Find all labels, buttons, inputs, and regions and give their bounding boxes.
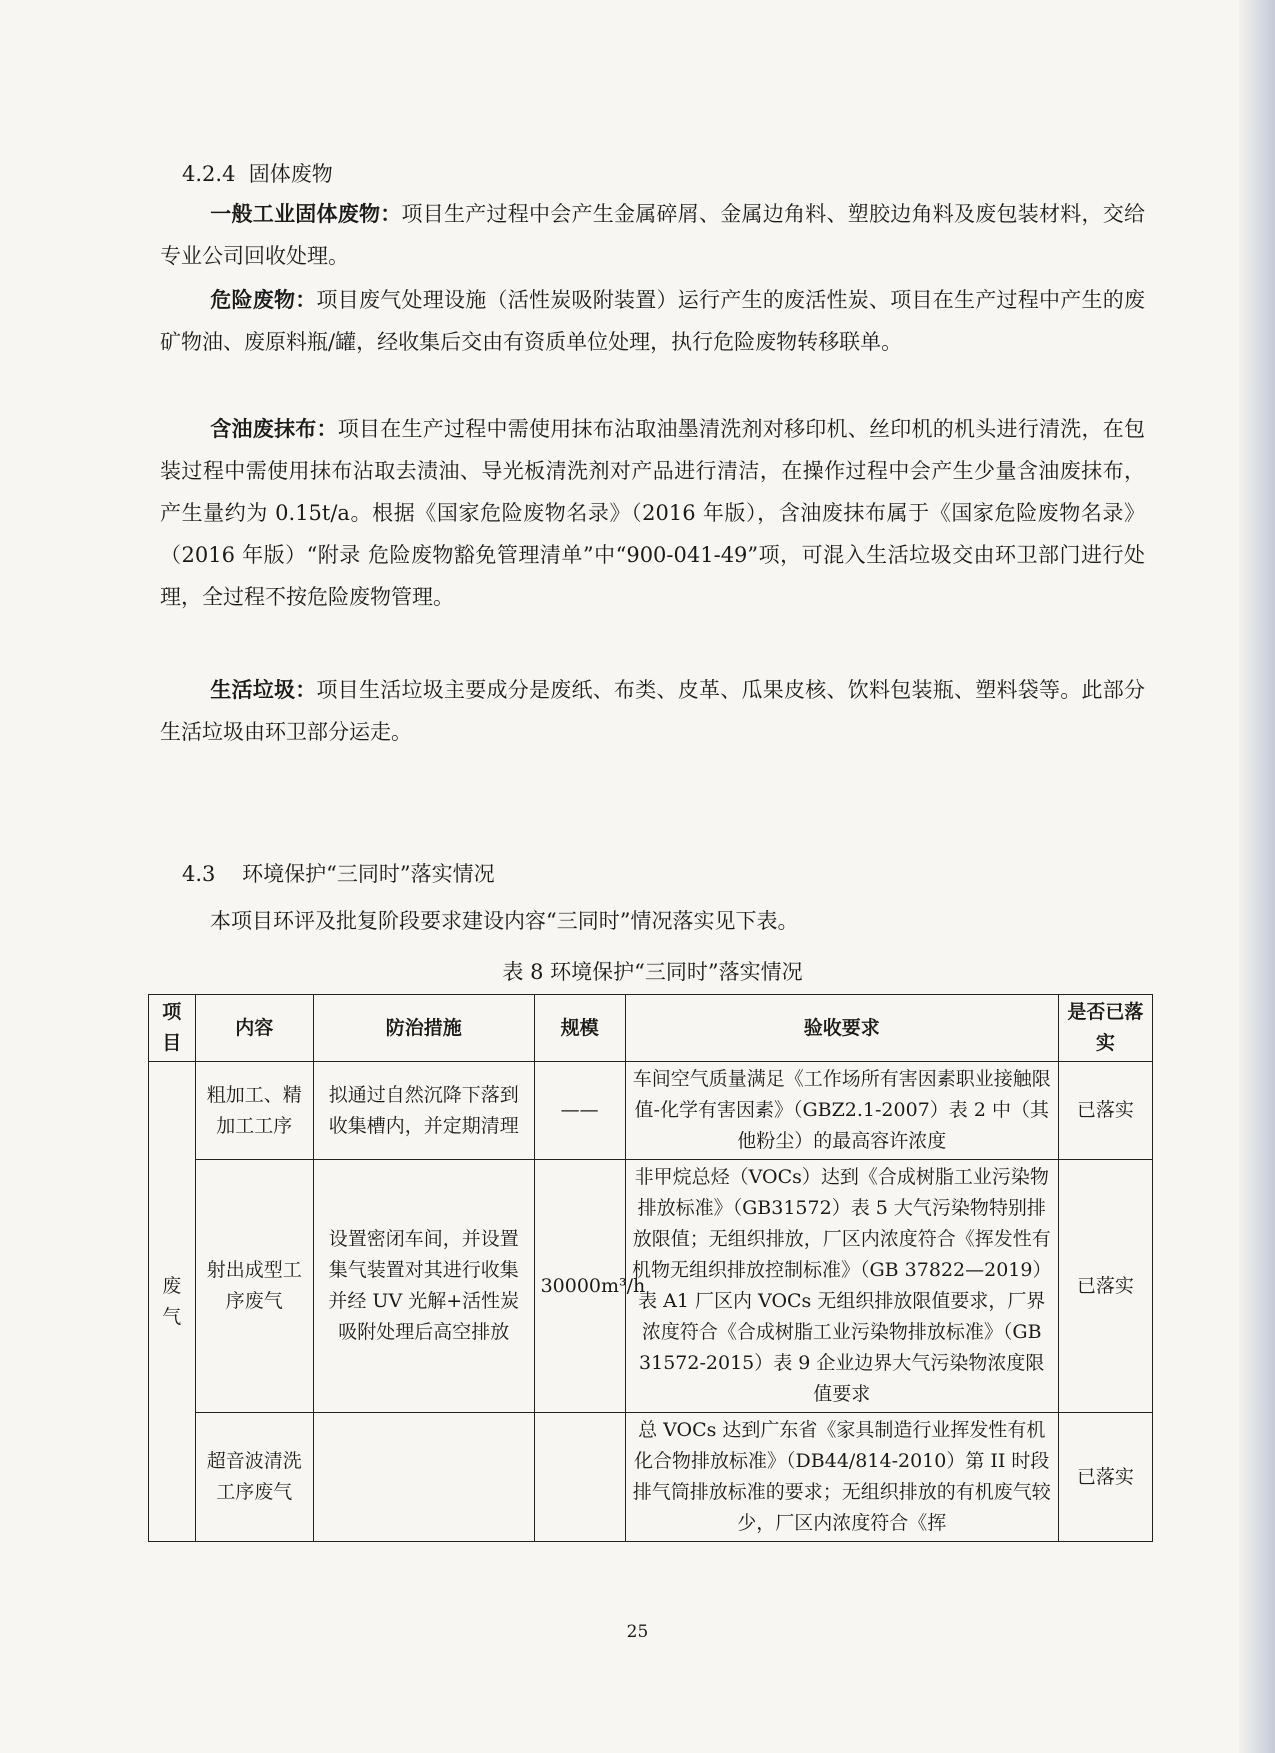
paragraph-lead: 生活垃圾： — [210, 677, 317, 702]
header-measures: 防治措施 — [313, 995, 534, 1062]
content-cell: 粗加工、精加工工序 — [195, 1062, 313, 1160]
paragraph-lead: 一般工业固体废物： — [210, 201, 402, 226]
status-cell: 已落实 — [1058, 1062, 1152, 1160]
table-row — [149, 1160, 1153, 1413]
intro-text: 本项目环评及批复阶段要求建设内容“三同时”情况落实见下表。 — [210, 909, 799, 933]
table-row — [149, 1413, 1153, 1542]
requirement-cell: 总 VOCs 达到广东省《家具制造行业挥发性有机化合物排放标准》（DB44/814-2010）第 II 时段排气筒排放标准的要求；无组织排放的有机废气较少，厂区内浓度符合《挥 — [625, 1413, 1058, 1542]
paragraph-text: 项目在生产过程中需使用抹布沾取油墨清洗剂对移印机、丝印机的机头进行清洗，在包装过程中需使用抹布沾取去渍油、导光板清洗剂对产品进行清洁，在操作过程中会产生少量含油废抹布，产生量约为 0.15t/a。根据《国家危险废物名录》（2016 年版），含油废抹布属于《国家危险废物名录》（2016 年版）“附录 危险废物豁免管理清单”中“900-041-49”项，可混入生活垃圾交由环卫部门进行处理，全过程不按危险废物管理。 — [160, 417, 1145, 609]
section-heading-4-2-4 — [182, 158, 333, 188]
page-edge-shadow — [1239, 0, 1275, 1753]
header-status: 是否已落实 — [1058, 995, 1152, 1062]
content-cell: 超音波清洗工序废气 — [195, 1413, 313, 1542]
measures-cell — [313, 1413, 534, 1542]
section-title: 固体废物 — [248, 162, 333, 186]
paragraph-hazardous-waste — [160, 279, 1145, 363]
measures-cell: 拟通过自然沉降下落到收集槽内，并定期清理 — [313, 1062, 534, 1160]
status-cell: 已落实 — [1058, 1160, 1152, 1413]
status-cell: 已落实 — [1058, 1413, 1152, 1542]
requirement-cell: 非甲烷总烃（VOCs）达到《合成树脂工业污染物排放标准》（GB31572）表 5 大气污染物特别排放限值；无组织排放，厂区内浓度符合《挥发性有机物无组织排放控制标准》（GB 37822—2019）表 A1 厂区内 VOCs 无组织排放限值要求，厂界浓度符合《合成树脂工业污染物排放标准》（GB 31572-2015）表 9 企业边界大气污染物浓度限值要求 — [625, 1160, 1058, 1413]
header-content: 内容 — [195, 995, 313, 1062]
paragraph-lead: 危险废物： — [210, 287, 317, 312]
section-heading-4-3 — [182, 858, 495, 888]
category-cell: 废气 — [149, 1062, 196, 1542]
three-simultaneous-table — [148, 994, 1153, 1542]
table-caption: 表 8 环境保护“三同时”落实情况 — [502, 960, 803, 984]
paragraph-text: 项目生活垃圾主要成分是废纸、布类、皮革、瓜果皮核、饮料包装瓶、塑料袋等。此部分生活垃圾由环卫部分运走。 — [160, 678, 1145, 744]
table-header-row — [149, 995, 1153, 1062]
paragraph-general-solid-waste — [160, 193, 1145, 277]
header-item: 项目 — [149, 995, 196, 1062]
paragraph-text: 项目生产过程中会产生金属碎屑、金属边角料、塑胶边角料及废包装材料，交给专业公司回收处理。 — [160, 202, 1145, 268]
paragraph-text: 项目废气处理设施（活性炭吸附装置）运行产生的废活性炭、项目在生产过程中产生的废矿物油、废原料瓶/罐，经收集后交由有资质单位处理，执行危险废物转移联单。 — [160, 288, 1145, 354]
header-scale: 规模 — [534, 995, 625, 1062]
table-row — [149, 1062, 1153, 1160]
requirement-cell: 车间空气质量满足《工作场所有害因素职业接触限值-化学有害因素》（GBZ2.1-2007）表 2 中（其他粉尘）的最高容许浓度 — [625, 1062, 1058, 1160]
section-title: 环境保护“三同时”落实情况 — [242, 862, 495, 886]
scale-cell: 30000m³/h — [534, 1160, 625, 1413]
scale-cell: —— — [534, 1062, 625, 1160]
content-cell: 射出成型工序废气 — [195, 1160, 313, 1413]
section-number: 4.2.4 — [182, 162, 236, 186]
page-number: 25 — [626, 1622, 649, 1642]
header-requirement: 验收要求 — [625, 995, 1058, 1062]
paragraph-intro — [160, 900, 1145, 942]
paragraph-oily-rags — [160, 408, 1145, 618]
paragraph-domestic-waste — [160, 669, 1145, 753]
measures-cell: 设置密闭车间，并设置集气装置对其进行收集并经 UV 光解+活性炭吸附处理后高空排放 — [313, 1160, 534, 1413]
section-number: 4.3 — [182, 862, 216, 886]
paragraph-lead: 含油废抹布： — [210, 416, 338, 441]
scale-cell — [534, 1413, 625, 1542]
